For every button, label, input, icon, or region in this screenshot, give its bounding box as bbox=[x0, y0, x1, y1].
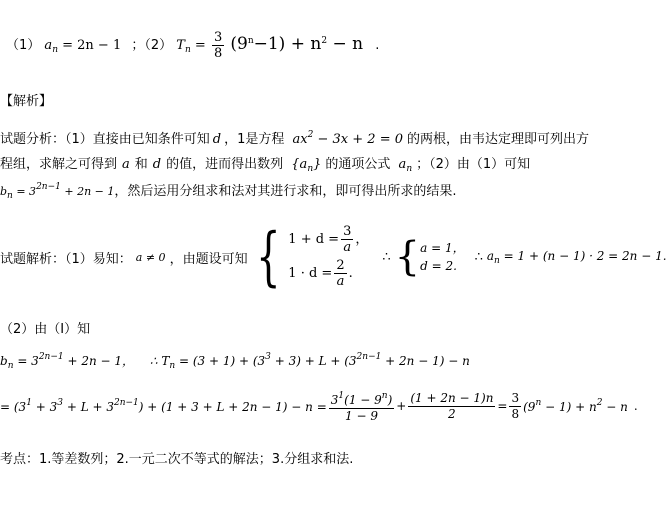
d-symbol: d bbox=[212, 132, 222, 147]
an-subscript: n bbox=[52, 45, 58, 55]
analysis-line-2: 程组，求解之可得到 a 和 d 的值，进而得出数列 $\{a_n\}$ 的通项公式 $a_n$ ；（2）由（1）可知 bbox=[0, 157, 531, 174]
an-formula: = 2n − 1 bbox=[62, 38, 122, 53]
bn-formula: $b_n = 3^{2n-1} + 2n - 1$ bbox=[0, 182, 115, 201]
part2-line-2: = $(3^1 + 3^3 + L + 3^{2n-1}) + (1 + 3 + L + 2n - 1) - n$ = $\frac{3^1(1 - 9^n)}{1 - 9}$ + $\frac{(1 + 2n - 1)n}{2}$ = $\frac{3}{8}$ $(9^n - 1) + n^2 - n$ . bbox=[0, 390, 638, 423]
kaodian-line: 考点：1.等差数列；2.一元二次不等式的解法；3.分组求和法. bbox=[0, 452, 354, 467]
tn-symbol: T bbox=[176, 38, 185, 53]
tn-subscript: n bbox=[184, 45, 191, 55]
seq-an: $\{a_n\}$ bbox=[291, 157, 322, 174]
equation-system: 1 + d = $\frac{3}{a}$ ， 1 · d = $\frac{2}{a}$ . bbox=[288, 224, 369, 289]
part2-label: （2）由（I）知 bbox=[0, 322, 91, 337]
tn-body: $(9^n-1) + n^2 - n$ bbox=[230, 34, 364, 54]
system-brace: { bbox=[255, 220, 281, 294]
answer-sep: ；（2） bbox=[131, 38, 173, 53]
an-term: $a_n$ bbox=[398, 157, 413, 174]
answer-line bbox=[6, 30, 379, 61]
result-system: a = 1， d = 2. bbox=[420, 241, 465, 273]
equation-quadratic: $ax^2 - 3x + 2 = 0$ bbox=[292, 130, 403, 147]
analysis-line-1: 试题分析：（1）直接由已知条件可知 d ，1是方程 $ax^2 - 3x + 2 = 0$ 的两根，由韦达定理即可列出方 bbox=[0, 130, 589, 147]
tn-frac-num: 3 bbox=[213, 30, 223, 45]
therefore-1: ∴ bbox=[382, 249, 391, 265]
tn-frac-den: 8 bbox=[213, 46, 223, 61]
a-neq-zero: a ≠ 0 bbox=[135, 250, 166, 264]
a-symbol: a bbox=[122, 157, 130, 172]
solution-line: 试题解析：（1）易知： a ≠ 0 ，由题设可知 { 1 + d = $\frac{3}{a}$ ， 1 · d = $\frac{2}{a}$ . ∴ { a = 1， d = 2. ∴ $a_n = 1 + (n - 1) \cdot 2 = 2n - 1$. bbox=[0, 220, 667, 294]
d-symbol-2: d bbox=[152, 157, 162, 172]
part2-line-1: $b_n = 3^{2n-1} + 2n - 1$， ∴ $T_n = (3 + 1) + (3^3 + 3) + L + (3^{2n-1} + 2n - 1) - n$ bbox=[0, 352, 470, 371]
answer-end: . bbox=[375, 38, 380, 53]
result-brace: { bbox=[394, 234, 421, 280]
tn-fraction bbox=[212, 30, 224, 61]
tn-eq: = bbox=[194, 38, 206, 53]
an-final: $a_n = 1 + (n - 1) \cdot 2 = 2n - 1$. bbox=[486, 248, 667, 266]
an-symbol: a bbox=[44, 38, 53, 53]
fraction-arithmetic: $\frac{(1 + 2n - 1)n}{2}$ bbox=[410, 390, 494, 421]
therefore-2: ∴ bbox=[474, 249, 483, 265]
fraction-three-eighths: $\frac{3}{8}$ bbox=[511, 390, 520, 421]
jiexi-heading: 【解析】 bbox=[0, 94, 53, 109]
analysis-line-3: $b_n = 3^{2n-1} + 2n - 1$，然后运用分组求和法对其进行求和，即可得出所求的结果. bbox=[0, 182, 457, 201]
fraction-geometric: $\frac{3^1(1 - 9^n)}{1 - 9}$ bbox=[330, 390, 393, 423]
answer-part1-label: （1） bbox=[6, 38, 41, 53]
